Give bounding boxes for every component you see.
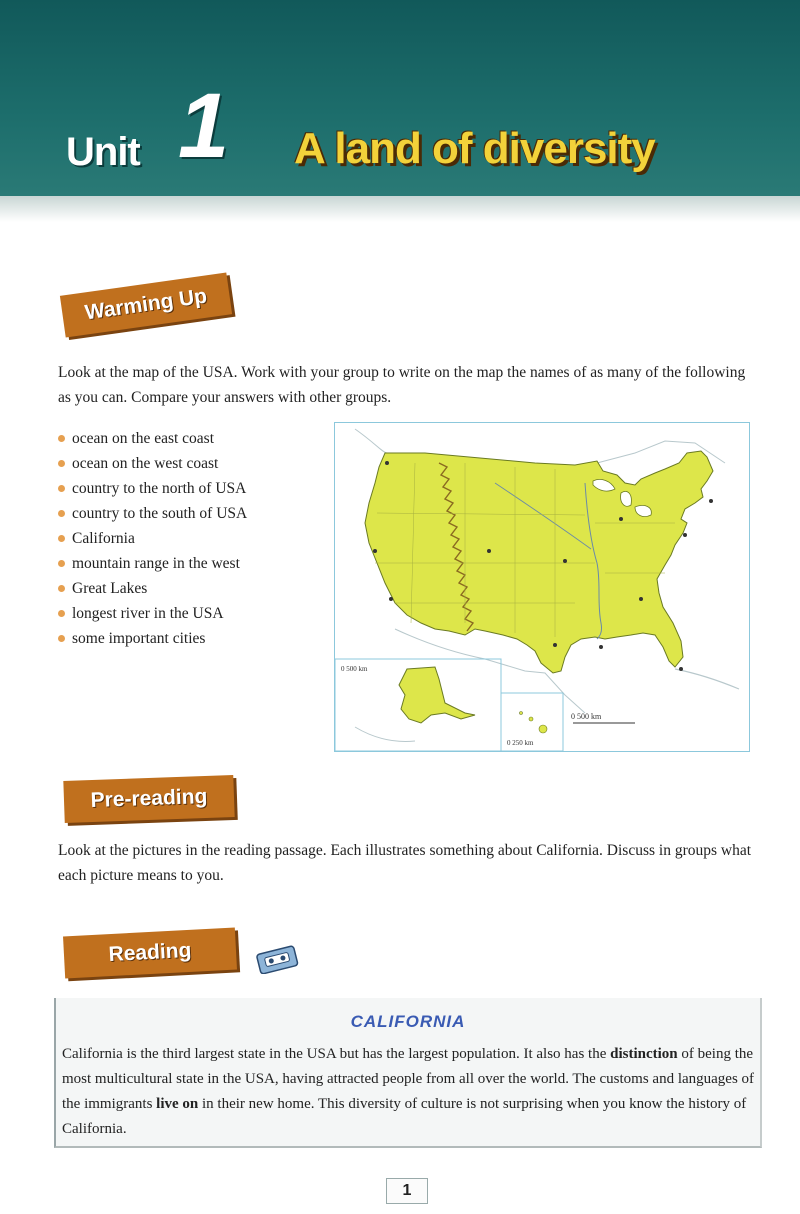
list-item: ocean on the east coast: [58, 426, 247, 451]
reading-passage-box: [54, 998, 762, 1148]
reading-tab: Reading: [63, 928, 237, 979]
bullet-icon: [58, 510, 65, 517]
warming-up-list: [58, 426, 247, 651]
contiguous-usa-shape: [365, 451, 713, 673]
warming-up-tab: Warming Up: [60, 273, 232, 338]
unit-label: Unit: [66, 130, 140, 174]
page-number: 1: [386, 1178, 428, 1204]
hawaii-island: [539, 725, 547, 733]
hawaii-scale: 0 250 km: [507, 739, 534, 747]
bullet-icon: [58, 435, 65, 442]
pre-reading-instructions: Look at the pictures in the reading passage. Each illustrates something about California. Discuss in groups what each picture means to you.: [58, 842, 752, 884]
list-item: ocean on the west coast: [58, 451, 247, 476]
passage-text: California is the third largest state in the USA but has the largest population. It also has the distinction of being the most multicultural state in the USA, having attracted people from all over the world. The customs and languages of the immigrants live on in their new home. This diversity of culture is not surprising when you know the history of California.: [62, 1046, 755, 1137]
passage-title: CALIFORNIA: [350, 1012, 466, 1031]
list-item: some important cities: [58, 626, 247, 651]
bullet-icon: [58, 535, 65, 542]
list-item: longest river in the USA: [58, 601, 247, 626]
city-dot: [553, 643, 557, 647]
bullet-icon: [58, 460, 65, 467]
city-dot: [563, 559, 567, 563]
city-dot: [709, 499, 713, 503]
unit-title: A land of diversity: [294, 124, 655, 173]
bullet-icon: [58, 610, 65, 617]
list-item: California: [58, 526, 247, 551]
aleutian-outline: [355, 727, 415, 741]
list-item: country to the north of USA: [58, 476, 247, 501]
warming-up-instructions: Look at the map of the USA. Work with your group to write on the map the names of as many of the following as you can. Compare your answers with other groups.: [58, 364, 746, 406]
usa-map: [334, 422, 750, 752]
city-dot: [599, 645, 603, 649]
alaska-shape: [399, 667, 475, 723]
unit-number: 1: [178, 75, 230, 177]
vocab-distinction: distinction: [610, 1046, 678, 1062]
city-dot: [683, 533, 687, 537]
vocab-live-on: live on: [156, 1096, 199, 1112]
bullet-icon: [58, 635, 65, 642]
city-dot: [619, 517, 623, 521]
city-dot: [487, 549, 491, 553]
city-dot: [389, 597, 393, 601]
city-dot: [679, 667, 683, 671]
bullet-icon: [58, 485, 65, 492]
bullet-icon: [58, 560, 65, 567]
hawaii-island: [520, 712, 523, 715]
city-dot: [639, 597, 643, 601]
alaska-scale: 0 500 km: [341, 665, 368, 673]
usa-map-svg: [335, 423, 749, 751]
cuba-outline: [675, 669, 739, 689]
banner-fade: [0, 196, 800, 222]
main-scale: 0 500 km: [571, 712, 602, 721]
list-item: Great Lakes: [58, 576, 247, 601]
city-dot: [373, 549, 377, 553]
pre-reading-tab: Pre-reading: [63, 775, 234, 823]
cassette-icon[interactable]: [254, 944, 300, 974]
city-dot: [385, 461, 389, 465]
hawaii-island: [529, 717, 533, 721]
bullet-icon: [58, 585, 65, 592]
list-item: mountain range in the west: [58, 551, 247, 576]
list-item: country to the south of USA: [58, 501, 247, 526]
